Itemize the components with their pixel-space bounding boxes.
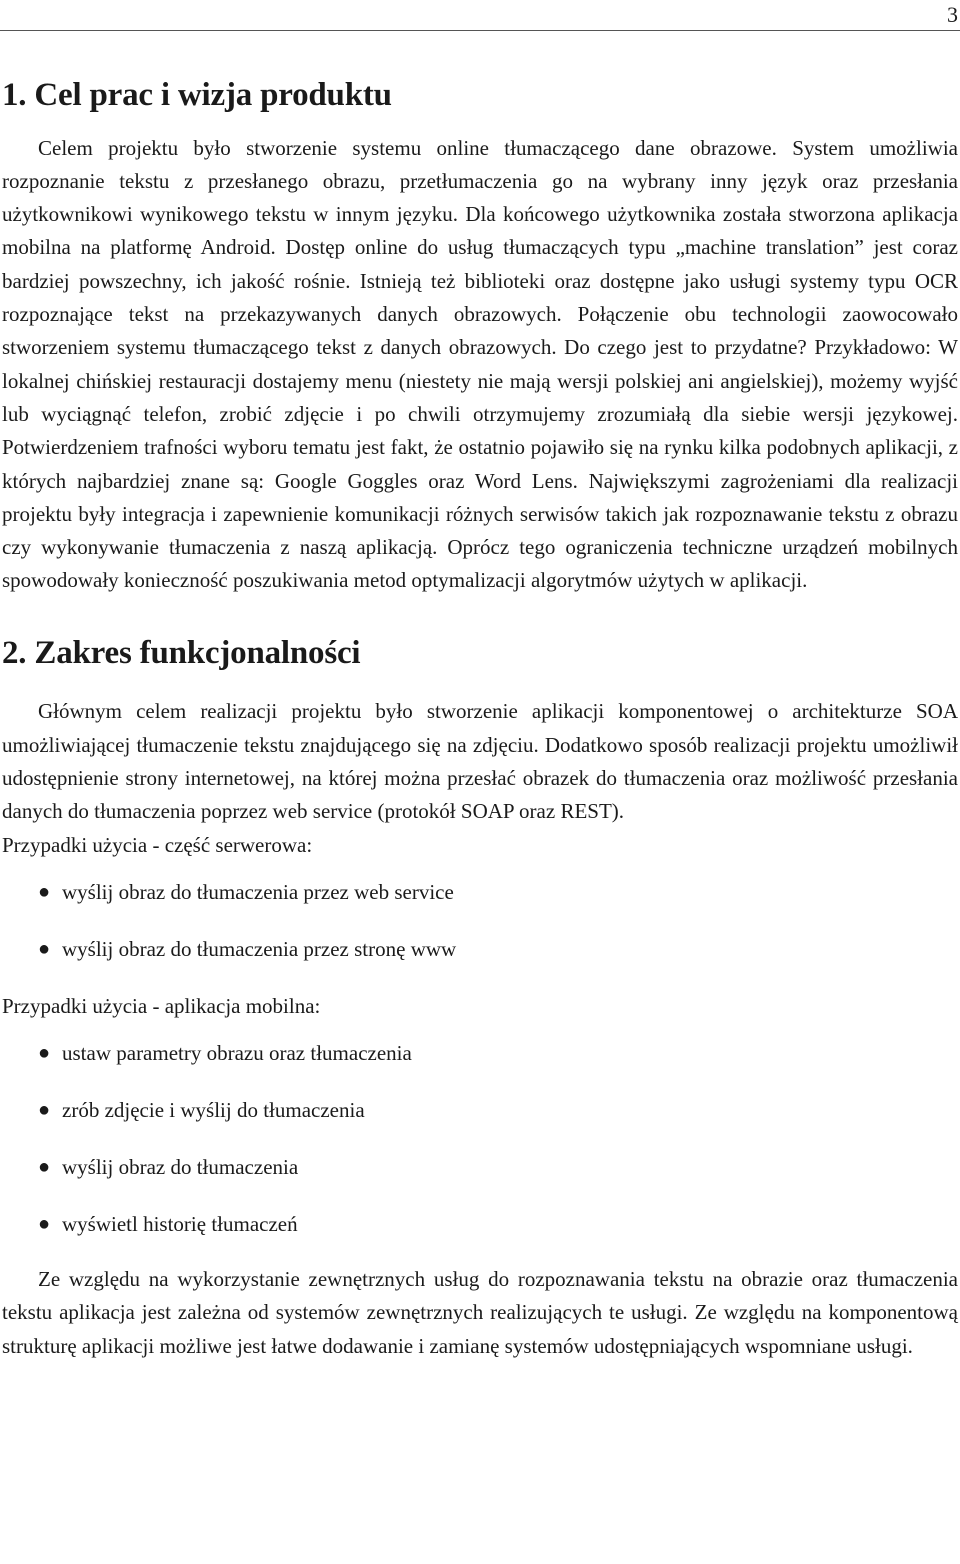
bullet-icon: ● xyxy=(38,1099,51,1122)
bullet-icon: ● xyxy=(38,1156,51,1179)
list-item-text: wyślij obraz do tłumaczenia xyxy=(62,1155,299,1180)
list-item xyxy=(2,1037,958,1070)
server-use-cases-heading: Przypadki użycia - część serwerowa: xyxy=(2,832,313,857)
list-item-text: wyślij obraz do tłumaczenia przez web service xyxy=(62,879,454,904)
header-rule xyxy=(0,30,960,31)
bullet-icon: ● xyxy=(38,1042,51,1065)
list-item xyxy=(2,1208,958,1241)
server-use-cases-list xyxy=(2,876,958,966)
list-item-text: ustaw parametry obrazu oraz tłumaczenia xyxy=(62,1041,412,1066)
bullet-icon: ● xyxy=(38,1213,51,1236)
bullet-icon: ● xyxy=(38,880,51,903)
section-2-paragraph: Głównym celem realizacji projektu było stworzenie aplikacji komponentowej o architekturze SOA umożliwiającej tłumaczenie tekstu znajdującego się na zdjęciu. Dodatkowo sposób realizacji projektu umożliwił udostępnienie strony internetowej, na której można przesłać obrazek do tłumaczenia oraz możliwość przesłania danych do tłumaczenia poprzez web service (protokół SOAP oraz REST). xyxy=(2,699,958,824)
list-item-text: wyślij obraz do tłumaczenia przez stronę www xyxy=(62,936,457,961)
document-body xyxy=(2,76,958,1363)
section-1-paragraph: Celem projektu było stworzenie systemu online tłumaczącego dane obrazowe. System umożliwia rozpoznanie tekstu z przesłanego obrazu, przetłumaczenia go na wybrany inny język oraz przesłania użytkownikowi wynikowego tekstu w innym języku. Dla końcowego użytkownika została stworzona aplikacja mobilna na platformę Android. Dostęp online do usług tłumaczących typu „machine translation” jest coraz bardziej powszechny, ich jakość rośnie. Istnieją też biblioteki oraz dostępne jako usługi systemy typu OCR rozpoznające tekst na przekazywanych danych obrazowych. Połączenie obu technologii zaowocowało stworzeniem systemu tłumaczącego tekst z danych obrazowych. Do czego jest to przydatne? Przykładowo: W lokalnej chińskiej restauracji dostajemy menu (niestety nie mają wersji polskiej ani angielskiej), możemy wyjść lub wyciągnąć telefon, zrobić zdjęcie i po chwili otrzymujemy zrozumiałą dla siebie wersji językowej. Potwierdzeniem trafności wyboru tematu jest fakt, że ostatnio pojawiło się na rynku kilka podobnych aplikacji, z których najbardziej znane są: Google Goggles oraz Word Lens. Największymi zagrożeniami dla realizacji projektu były integracja i zapewnienie komunikacji różnych serwisów takich jak rozpoznawanie tekstu z obrazu czy wykonywanie tłumaczenia z naszą aplikacją. Oprócz tego ograniczenia techniczne urządzeń mobilnych spowodowały konieczność poszukiwania metod optymalizacji algorytmów użytych w aplikacji. xyxy=(2,135,958,593)
page-number: 3 xyxy=(947,2,958,27)
bullet-icon: ● xyxy=(38,937,51,960)
list-item-text: zrób zdjęcie i wyślij do tłumaczenia xyxy=(62,1098,365,1123)
list-item xyxy=(2,1151,958,1184)
section-1-heading: 1. Cel prac i wizja produktu xyxy=(2,77,392,113)
list-item-text: wyświetl historię tłumaczeń xyxy=(62,1212,298,1237)
closing-paragraph: Ze względu na wykorzystanie zewnętrznych usług do rozpoznawania tekstu na obrazie oraz tłumaczenia tekstu aplikacja jest zależna od systemów zewnętrznych realizujących te usługi. Ze względu na komponentową strukturę aplikacji możliwe jest łatwe dodawanie i zamianę systemów udostępniających wspomniane usługi. xyxy=(2,1267,958,1358)
section-2-heading: 2. Zakres funkcjonalności xyxy=(2,634,361,671)
mobile-use-cases-list xyxy=(2,1037,958,1241)
list-item xyxy=(2,876,958,909)
list-item xyxy=(2,933,958,966)
mobile-use-cases-heading: Przypadki użycia - aplikacja mobilna: xyxy=(2,993,321,1018)
list-item xyxy=(2,1094,958,1127)
